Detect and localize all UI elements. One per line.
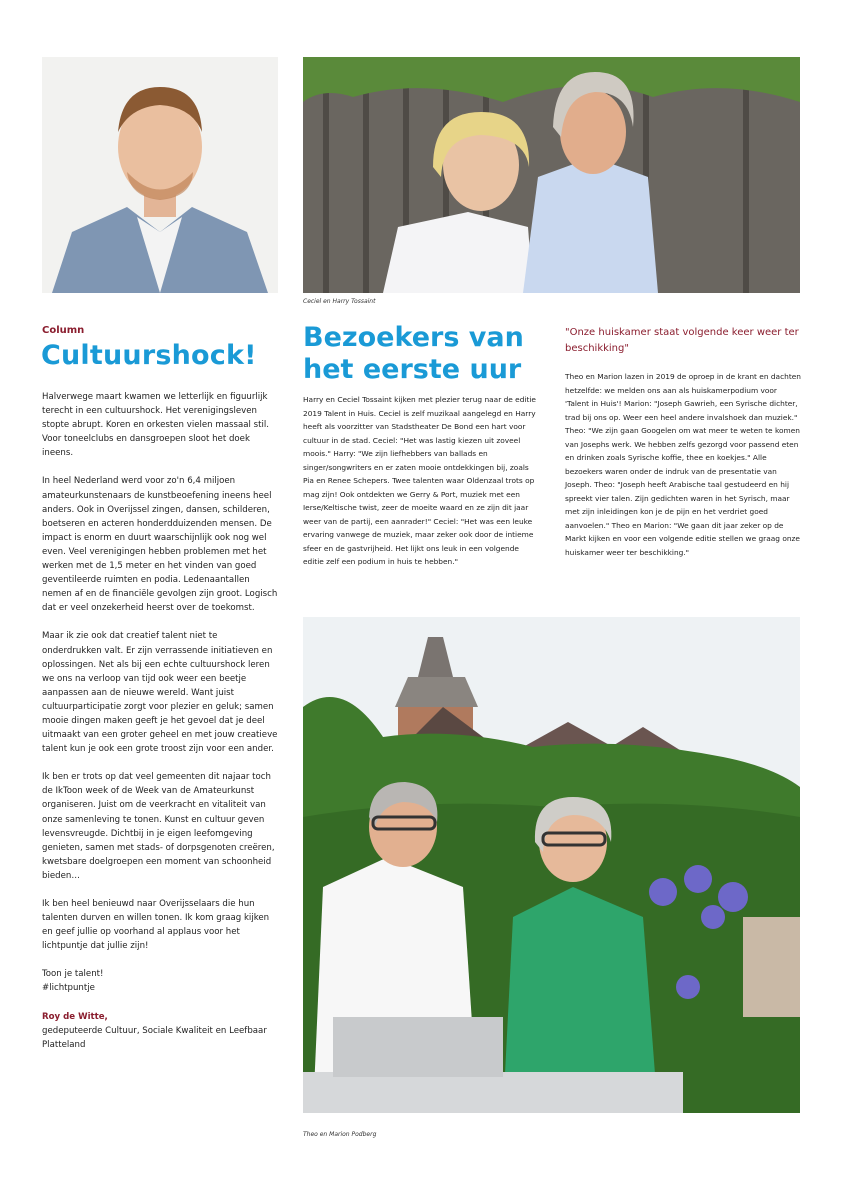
article-paragraph: Harry en Ceciel Tossaint kijken met plezier terug naar de editie 2019 Talent in Huis. Ceciel is zelf muzikaal aangelegd en Harry heeft als voorzitter van Stadstheater De Bond een hart voor cultuur in de stad. Ceciel: "Het was lastig kiezen uit zoveel moois." Harry: "We zijn liefhebbers van ballads en singer/songwriters en er zaten mooie ontdekkingen bij, zoals Pia en Renee Schepers. Twee talenten waar Oldenzaal trots op mag zijn! Ook ontdekten we Gerry & Port, muziek met een Ierse/Keltische twist, zeer de moeite waard en ze zijn dit jaar weer van de partij, een aanrader!" Ceciel: "Het was een leuke ervaring vanwege de muziek, maar zeker ook door de intieme sfeer en de gastvrijheid. Het lijkt ons leuk in een volgende editie zelf een podium in huis te hebben." — [303, 395, 536, 566]
column-body — [42, 390, 278, 1052]
couple-photo-bottom — [303, 617, 800, 1113]
right-article-body — [565, 370, 801, 559]
article-title: Bezoekers van het eerste uur — [303, 322, 524, 385]
column-title: Cultuurshock! — [41, 340, 257, 371]
column-paragraph: Toon je talent! #lichtpuntje — [42, 969, 104, 994]
couple-photo-top — [303, 57, 800, 293]
pull-quote: "Onze huiskamer staat volgende keer weer ter beschikking" — [565, 327, 799, 354]
portrait-photo — [42, 57, 278, 293]
column-author — [42, 1010, 278, 1052]
column-label: Column — [42, 325, 85, 336]
author-role: gedeputeerde Cultuur, Sociale Kwaliteit en Leefbaar Platteland — [42, 1025, 267, 1050]
bottom-photo-caption: Theo en Marion Podberg — [303, 1131, 377, 1138]
column-paragraph: In heel Nederland werd voor zo'n 6,4 miljoen amateurkunstenaars de kunstbeoefening ineens heel anders. Ook in Overijssel zingen, dansen, schilderen, boetseren en acteren honderdduizenden mensen. De impact is enorm en duurt waarschijnlijk ook nog wel even. Veel verenigingen hebben problemen met het werken met de 1,5 meter en het vinden van goed geventileerde ruimten en podia. Ledenaantallen nemen af en de financiële gevolgen zijn groot. Logisch dat er veel onzekerheid heerst over de toekomst. — [42, 476, 278, 614]
right-paragraph: Theo en Marion lazen in 2019 de oproep in de krant en dachten hetzelfde: we melden ons aan als huiskamerpodium voor 'Talent in Huis'! Marion: "Joseph Gawrieh, een Syrische dichter, trad bij ons op. Weer een heel andere invalshoek dan muziek." Theo: "We zijn gaan Googelen om wat meer te weten te komen van Josephs werk. We hebben zelfs gezorgd voor passend eten en drinken zoals Syrische koffie, thee en koekjes." Alle bezoekers waren onder de indruk van de presentatie van Joseph. Theo: "Joseph heeft Arabische taal gestudeerd en hij spreekt vier talen. Zijn gedichten waren in het Syrisch, maar met zijn inleidingen kon je de pijn en het verdriet goed aanvoelen." Theo en Marion: "We gaan dit jaar zeker op de Markt kijken en voor een volgende editie stellen we graag onze huiskamer weer ter beschikking." — [565, 372, 801, 557]
article-body — [303, 393, 541, 569]
column-paragraph: Maar ik zie ook dat creatief talent niet te onderdrukken valt. Er zijn verrassende initiatieven en oplossingen. Net als bij een echte cultuurshock leren we ons na verloop van tijd ook weer een beetje aanpassen aan de nieuwe wereld. Want juist cultuurparticipatie zorgt voor plezier en geluk; samen mooie dingen maken geeft je het gevoel dat je deel uitmaakt van een groter geheel en met jouw creatieve talent kun je ook een grote troost zijn voor een ander. — [42, 631, 278, 755]
author-name: Roy de Witte, — [42, 1011, 108, 1022]
column-paragraph: Ik ben heel benieuwd naar Overijsselaars die hun talenten durven en willen tonen. Ik kom graag kijken en geef jullie op voorhand al applaus voor het lichtpuntje dat jullie zijn! — [42, 899, 270, 952]
column-paragraph: Ik ben er trots op dat veel gemeenten dit najaar toch de IkToon week of de Week van de Amateurkunst organiseren. Juist om de veerkracht en vitaliteit van onze samenleving te tonen. Kunst en cultuur geven levensvreugde. Dichtbij in je eigen leefomgeving genieten, samen met stads- of dorpsgenoten creëren, kwetsbare doelgroepen een moment van schoonheid bieden… — [42, 772, 275, 881]
top-photo-caption: Ceciel en Harry Tossaint — [303, 298, 376, 305]
column-paragraph: Halverwege maart kwamen we letterlijk en figuurlijk terecht in een cultuurshock. Het verenigingsleven stopte abrupt. Koren en orkesten vielen massaal stil. Voor toneelclubs en dansgroepen sloot het doek ineens. — [42, 392, 269, 459]
